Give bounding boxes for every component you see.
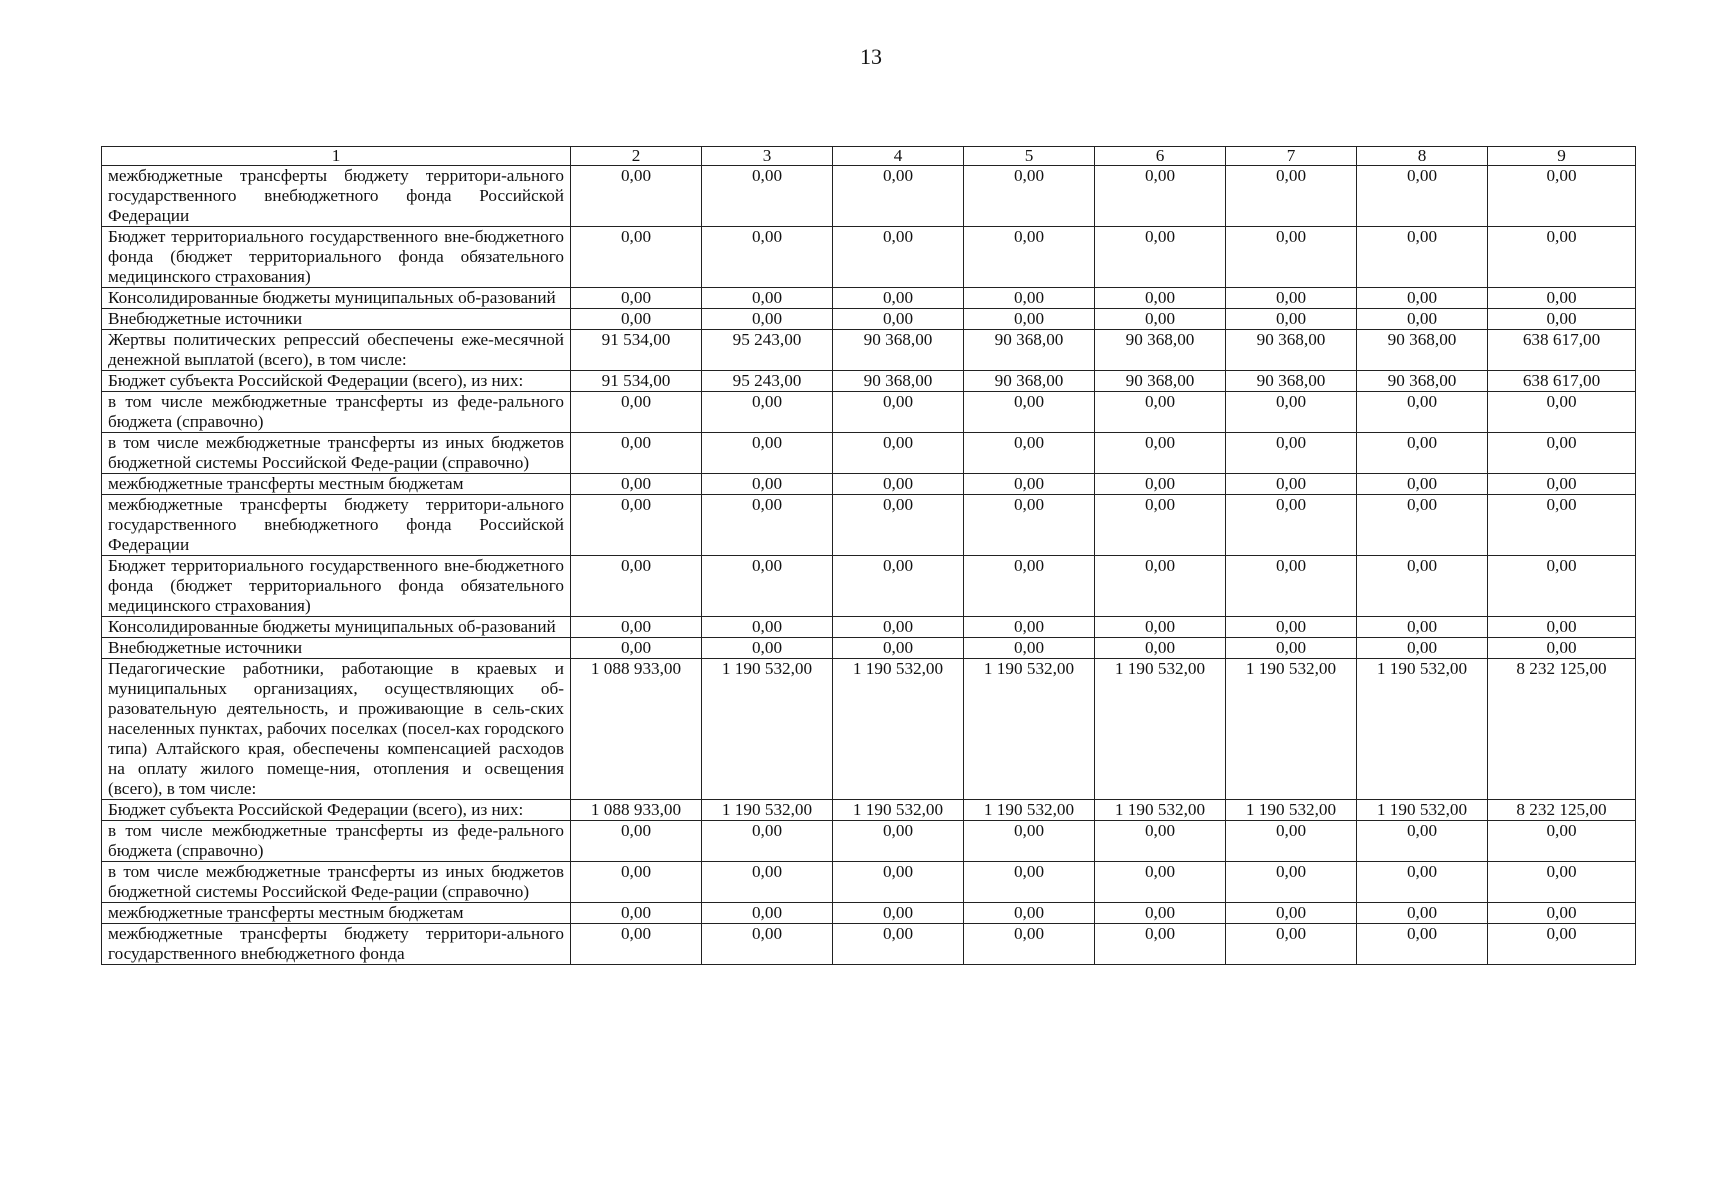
value-cell-col-9: 0,00 xyxy=(1488,166,1636,227)
value-cell-col-2: 0,00 xyxy=(571,821,702,862)
value-cell-col-9: 0,00 xyxy=(1488,903,1636,924)
value-cell-col-5: 0,00 xyxy=(964,392,1095,433)
value-cell-col-2: 91 534,00 xyxy=(571,371,702,392)
value-cell-col-9: 0,00 xyxy=(1488,821,1636,862)
column-header-4: 4 xyxy=(833,147,964,166)
value-cell-col-4: 0,00 xyxy=(833,924,964,965)
value-cell-col-3: 1 190 532,00 xyxy=(702,659,833,800)
value-cell-col-7: 0,00 xyxy=(1226,288,1357,309)
value-cell-col-8: 0,00 xyxy=(1357,288,1488,309)
value-cell-col-2: 0,00 xyxy=(571,903,702,924)
value-cell-col-6: 0,00 xyxy=(1095,392,1226,433)
value-cell-col-7: 0,00 xyxy=(1226,166,1357,227)
value-cell-col-8: 90 368,00 xyxy=(1357,330,1488,371)
column-header-8: 8 xyxy=(1357,147,1488,166)
value-cell-col-5: 0,00 xyxy=(964,495,1095,556)
column-header-1: 1 xyxy=(102,147,571,166)
table-row xyxy=(102,371,1636,392)
value-cell-col-9: 0,00 xyxy=(1488,862,1636,903)
value-cell-col-4: 1 190 532,00 xyxy=(833,659,964,800)
value-cell-col-3: 95 243,00 xyxy=(702,330,833,371)
value-cell-col-7: 0,00 xyxy=(1226,495,1357,556)
value-cell-col-7: 90 368,00 xyxy=(1226,330,1357,371)
value-cell-col-4: 0,00 xyxy=(833,227,964,288)
value-cell-col-6: 0,00 xyxy=(1095,495,1226,556)
value-cell-col-2: 0,00 xyxy=(571,474,702,495)
value-cell-col-4: 90 368,00 xyxy=(833,371,964,392)
value-cell-col-9: 0,00 xyxy=(1488,638,1636,659)
value-cell-col-4: 0,00 xyxy=(833,821,964,862)
column-header-6: 6 xyxy=(1095,147,1226,166)
value-cell-col-7: 0,00 xyxy=(1226,821,1357,862)
table-row xyxy=(102,821,1636,862)
value-cell-col-5: 0,00 xyxy=(964,903,1095,924)
value-cell-col-7: 0,00 xyxy=(1226,474,1357,495)
row-label: межбюджетные трансферты местным бюджетам xyxy=(102,903,571,924)
value-cell-col-8: 0,00 xyxy=(1357,862,1488,903)
row-label: межбюджетные трансферты бюджету территори-ального государственного внебюджетного фонда Российской Федерации xyxy=(102,495,571,556)
table-row xyxy=(102,903,1636,924)
value-cell-col-3: 0,00 xyxy=(702,903,833,924)
row-label: в том числе межбюджетные трансферты из иных бюджетов бюджетной системы Российской Феде-рации (справочно) xyxy=(102,862,571,903)
value-cell-col-9: 0,00 xyxy=(1488,495,1636,556)
value-cell-col-8: 0,00 xyxy=(1357,495,1488,556)
value-cell-col-3: 95 243,00 xyxy=(702,371,833,392)
column-header-7: 7 xyxy=(1226,147,1357,166)
value-cell-col-8: 1 190 532,00 xyxy=(1357,659,1488,800)
value-cell-col-2: 0,00 xyxy=(571,495,702,556)
value-cell-col-4: 0,00 xyxy=(833,474,964,495)
value-cell-col-5: 0,00 xyxy=(964,227,1095,288)
table-row xyxy=(102,495,1636,556)
value-cell-col-6: 0,00 xyxy=(1095,821,1226,862)
row-label: Консолидированные бюджеты муниципальных об-разований xyxy=(102,288,571,309)
row-label: Бюджет субъекта Российской Федерации (всего), из них: xyxy=(102,371,571,392)
value-cell-col-5: 0,00 xyxy=(964,617,1095,638)
value-cell-col-6: 0,00 xyxy=(1095,309,1226,330)
value-cell-col-8: 0,00 xyxy=(1357,474,1488,495)
value-cell-col-5: 0,00 xyxy=(964,433,1095,474)
value-cell-col-6: 0,00 xyxy=(1095,903,1226,924)
row-label: Внебюджетные источники xyxy=(102,638,571,659)
value-cell-col-8: 0,00 xyxy=(1357,309,1488,330)
value-cell-col-6: 0,00 xyxy=(1095,288,1226,309)
value-cell-col-6: 1 190 532,00 xyxy=(1095,800,1226,821)
value-cell-col-9: 0,00 xyxy=(1488,474,1636,495)
value-cell-col-5: 0,00 xyxy=(964,638,1095,659)
value-cell-col-5: 0,00 xyxy=(964,862,1095,903)
value-cell-col-7: 0,00 xyxy=(1226,924,1357,965)
value-cell-col-3: 0,00 xyxy=(702,617,833,638)
value-cell-col-5: 90 368,00 xyxy=(964,371,1095,392)
value-cell-col-5: 90 368,00 xyxy=(964,330,1095,371)
value-cell-col-4: 0,00 xyxy=(833,309,964,330)
value-cell-col-7: 1 190 532,00 xyxy=(1226,659,1357,800)
column-header-9: 9 xyxy=(1488,147,1636,166)
value-cell-col-7: 0,00 xyxy=(1226,433,1357,474)
value-cell-col-2: 1 088 933,00 xyxy=(571,659,702,800)
value-cell-col-3: 0,00 xyxy=(702,495,833,556)
value-cell-col-5: 0,00 xyxy=(964,474,1095,495)
value-cell-col-8: 0,00 xyxy=(1357,556,1488,617)
table-body xyxy=(102,166,1636,965)
value-cell-col-9: 638 617,00 xyxy=(1488,330,1636,371)
value-cell-col-8: 0,00 xyxy=(1357,433,1488,474)
value-cell-col-8: 0,00 xyxy=(1357,821,1488,862)
value-cell-col-3: 0,00 xyxy=(702,433,833,474)
table-row xyxy=(102,862,1636,903)
row-label: Педагогические работники, работающие в краевых и муниципальных организациях, осуществляющих об-разовательную деятельность, и проживающие в сель-ских населенных пунктах, рабочих поселках (посел-ках городского типа) Алтайского края, обеспечены компенсацией расходов на оплату жилого помеще-ния, отопления и освещения (всего), в том числе: xyxy=(102,659,571,800)
value-cell-col-8: 0,00 xyxy=(1357,227,1488,288)
value-cell-col-6: 0,00 xyxy=(1095,227,1226,288)
column-header-3: 3 xyxy=(702,147,833,166)
value-cell-col-6: 0,00 xyxy=(1095,862,1226,903)
value-cell-col-7: 90 368,00 xyxy=(1226,371,1357,392)
page-number: 13 xyxy=(860,44,882,69)
header-row xyxy=(102,147,1636,166)
value-cell-col-6: 90 368,00 xyxy=(1095,371,1226,392)
value-cell-col-6: 90 368,00 xyxy=(1095,330,1226,371)
budget-table xyxy=(101,146,1636,965)
table-row xyxy=(102,227,1636,288)
value-cell-col-5: 0,00 xyxy=(964,288,1095,309)
row-label: в том числе межбюджетные трансферты из иных бюджетов бюджетной системы Российской Феде-рации (справочно) xyxy=(102,433,571,474)
table-row xyxy=(102,433,1636,474)
row-label: межбюджетные трансферты бюджету территори-ального государственного внебюджетного фонда xyxy=(102,924,571,965)
row-label: межбюджетные трансферты местным бюджетам xyxy=(102,474,571,495)
row-label: Бюджет территориального государственного вне-бюджетного фонда (бюджет территориального фонда обязательного медицинского страхования) xyxy=(102,556,571,617)
table-row xyxy=(102,617,1636,638)
value-cell-col-3: 0,00 xyxy=(702,862,833,903)
value-cell-col-3: 0,00 xyxy=(702,821,833,862)
value-cell-col-9: 638 617,00 xyxy=(1488,371,1636,392)
value-cell-col-8: 0,00 xyxy=(1357,392,1488,433)
table-row xyxy=(102,392,1636,433)
value-cell-col-4: 0,00 xyxy=(833,903,964,924)
value-cell-col-2: 0,00 xyxy=(571,862,702,903)
value-cell-col-9: 0,00 xyxy=(1488,392,1636,433)
row-label: в том числе межбюджетные трансферты из феде-рального бюджета (справочно) xyxy=(102,821,571,862)
value-cell-col-9: 0,00 xyxy=(1488,227,1636,288)
value-cell-col-3: 0,00 xyxy=(702,474,833,495)
value-cell-col-8: 0,00 xyxy=(1357,638,1488,659)
value-cell-col-4: 90 368,00 xyxy=(833,330,964,371)
value-cell-col-2: 0,00 xyxy=(571,433,702,474)
value-cell-col-7: 0,00 xyxy=(1226,556,1357,617)
value-cell-col-5: 0,00 xyxy=(964,166,1095,227)
table-row xyxy=(102,800,1636,821)
row-label: межбюджетные трансферты бюджету территори-ального государственного внебюджетного фонда Российской Федерации xyxy=(102,166,571,227)
value-cell-col-9: 8 232 125,00 xyxy=(1488,659,1636,800)
value-cell-col-9: 0,00 xyxy=(1488,617,1636,638)
value-cell-col-4: 0,00 xyxy=(833,433,964,474)
value-cell-col-4: 0,00 xyxy=(833,495,964,556)
value-cell-col-6: 0,00 xyxy=(1095,924,1226,965)
budget-table-container xyxy=(101,146,1635,965)
value-cell-col-3: 0,00 xyxy=(702,288,833,309)
value-cell-col-4: 0,00 xyxy=(833,166,964,227)
column-header-2: 2 xyxy=(571,147,702,166)
value-cell-col-6: 0,00 xyxy=(1095,166,1226,227)
table-row xyxy=(102,330,1636,371)
value-cell-col-4: 0,00 xyxy=(833,288,964,309)
table-row xyxy=(102,166,1636,227)
value-cell-col-7: 0,00 xyxy=(1226,227,1357,288)
value-cell-col-5: 0,00 xyxy=(964,924,1095,965)
value-cell-col-9: 0,00 xyxy=(1488,556,1636,617)
value-cell-col-9: 0,00 xyxy=(1488,924,1636,965)
value-cell-col-6: 0,00 xyxy=(1095,474,1226,495)
value-cell-col-2: 0,00 xyxy=(571,556,702,617)
value-cell-col-9: 0,00 xyxy=(1488,288,1636,309)
value-cell-col-8: 0,00 xyxy=(1357,903,1488,924)
value-cell-col-4: 0,00 xyxy=(833,638,964,659)
value-cell-col-2: 0,00 xyxy=(571,227,702,288)
table-row xyxy=(102,659,1636,800)
column-header-5: 5 xyxy=(964,147,1095,166)
row-label: Внебюджетные источники xyxy=(102,309,571,330)
row-label: Бюджет субъекта Российской Федерации (всего), из них: xyxy=(102,800,571,821)
table-row xyxy=(102,288,1636,309)
value-cell-col-3: 0,00 xyxy=(702,227,833,288)
value-cell-col-2: 0,00 xyxy=(571,924,702,965)
value-cell-col-8: 1 190 532,00 xyxy=(1357,800,1488,821)
value-cell-col-7: 0,00 xyxy=(1226,617,1357,638)
value-cell-col-4: 1 190 532,00 xyxy=(833,800,964,821)
value-cell-col-5: 0,00 xyxy=(964,821,1095,862)
value-cell-col-2: 0,00 xyxy=(571,288,702,309)
value-cell-col-5: 1 190 532,00 xyxy=(964,659,1095,800)
value-cell-col-4: 0,00 xyxy=(833,617,964,638)
value-cell-col-7: 0,00 xyxy=(1226,903,1357,924)
value-cell-col-2: 0,00 xyxy=(571,617,702,638)
value-cell-col-6: 0,00 xyxy=(1095,617,1226,638)
value-cell-col-3: 0,00 xyxy=(702,392,833,433)
value-cell-col-6: 0,00 xyxy=(1095,556,1226,617)
row-label: Жертвы политических репрессий обеспечены еже-месячной денежной выплатой (всего), в том числе: xyxy=(102,330,571,371)
row-label: в том числе межбюджетные трансферты из феде-рального бюджета (справочно) xyxy=(102,392,571,433)
value-cell-col-7: 0,00 xyxy=(1226,638,1357,659)
value-cell-col-5: 1 190 532,00 xyxy=(964,800,1095,821)
row-label: Консолидированные бюджеты муниципальных об-разований xyxy=(102,617,571,638)
table-row xyxy=(102,474,1636,495)
value-cell-col-9: 8 232 125,00 xyxy=(1488,800,1636,821)
value-cell-col-6: 1 190 532,00 xyxy=(1095,659,1226,800)
value-cell-col-3: 0,00 xyxy=(702,924,833,965)
value-cell-col-2: 1 088 933,00 xyxy=(571,800,702,821)
value-cell-col-2: 0,00 xyxy=(571,392,702,433)
value-cell-col-8: 0,00 xyxy=(1357,166,1488,227)
value-cell-col-3: 0,00 xyxy=(702,309,833,330)
value-cell-col-5: 0,00 xyxy=(964,556,1095,617)
value-cell-col-7: 1 190 532,00 xyxy=(1226,800,1357,821)
table-row xyxy=(102,309,1636,330)
value-cell-col-2: 0,00 xyxy=(571,638,702,659)
table-row xyxy=(102,556,1636,617)
value-cell-col-4: 0,00 xyxy=(833,392,964,433)
value-cell-col-2: 0,00 xyxy=(571,166,702,227)
value-cell-col-4: 0,00 xyxy=(833,556,964,617)
value-cell-col-9: 0,00 xyxy=(1488,309,1636,330)
value-cell-col-3: 1 190 532,00 xyxy=(702,800,833,821)
value-cell-col-7: 0,00 xyxy=(1226,309,1357,330)
value-cell-col-7: 0,00 xyxy=(1226,862,1357,903)
value-cell-col-8: 0,00 xyxy=(1357,924,1488,965)
value-cell-col-5: 0,00 xyxy=(964,309,1095,330)
value-cell-col-6: 0,00 xyxy=(1095,638,1226,659)
value-cell-col-3: 0,00 xyxy=(702,556,833,617)
value-cell-col-8: 0,00 xyxy=(1357,617,1488,638)
value-cell-col-2: 91 534,00 xyxy=(571,330,702,371)
table-row xyxy=(102,924,1636,965)
table-row xyxy=(102,638,1636,659)
value-cell-col-3: 0,00 xyxy=(702,166,833,227)
value-cell-col-2: 0,00 xyxy=(571,309,702,330)
value-cell-col-9: 0,00 xyxy=(1488,433,1636,474)
value-cell-col-4: 0,00 xyxy=(833,862,964,903)
table-header xyxy=(102,147,1636,166)
value-cell-col-8: 90 368,00 xyxy=(1357,371,1488,392)
row-label: Бюджет территориального государственного вне-бюджетного фонда (бюджет территориального фонда обязательного медицинского страхования) xyxy=(102,227,571,288)
value-cell-col-7: 0,00 xyxy=(1226,392,1357,433)
value-cell-col-6: 0,00 xyxy=(1095,433,1226,474)
value-cell-col-3: 0,00 xyxy=(702,638,833,659)
